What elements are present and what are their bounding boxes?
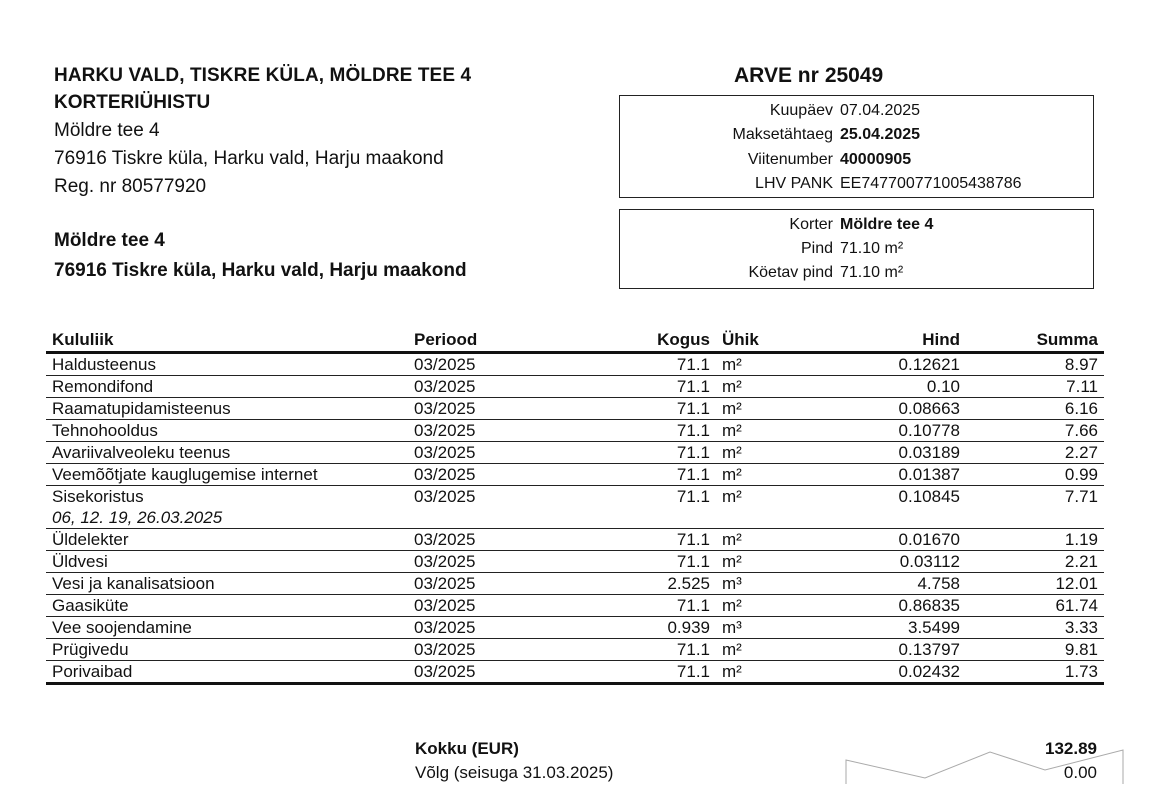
cell-summa: 7.66 (966, 420, 1104, 442)
empty-cell (786, 507, 966, 529)
cell-hind: 0.13797 (786, 639, 966, 661)
recipient-street: Möldre tee 4 (54, 230, 165, 251)
apartment-value: Möldre tee 4 (840, 216, 934, 233)
total-value: 132.89 (1045, 739, 1097, 758)
cell-uhik: m² (716, 639, 786, 661)
cell-kululiik: Vesi ja kanalisatsioon (46, 573, 408, 595)
cell-hind: 0.03189 (786, 442, 966, 464)
cell-kululiik: Raamatupidamisteenus (46, 398, 408, 420)
cleaning-dates-note: 06, 12. 19, 26.03.2025 (46, 507, 408, 529)
cell-hind: 0.10778 (786, 420, 966, 442)
cell-kogus: 71.1 (676, 487, 710, 506)
cell-summa: 3.33 (966, 617, 1104, 639)
table-row (46, 573, 1104, 595)
empty-cell (716, 507, 786, 529)
recipient-city: 76916 Tiskre küla, Harku vald, Harju maakond (54, 260, 467, 281)
cell-uhik: m² (716, 464, 786, 486)
cell-summa: 8.97 (966, 353, 1104, 376)
table-header-row (46, 329, 1104, 353)
table-row (46, 486, 1104, 508)
cell-kululiik: Sisekoristus (52, 487, 144, 506)
cell-summa: 6.16 (966, 398, 1104, 420)
cell-kululiik: Üldvesi (46, 551, 408, 573)
cell-periood: 03/2025 (408, 573, 578, 595)
detail-value: EE747700771005438786 (840, 175, 1022, 192)
empty-cell (578, 507, 716, 529)
cell-kululiik: Avariivalveoleku teenus (46, 442, 408, 464)
invoice-number: 25049 (824, 64, 884, 87)
cell-periood: 03/2025 (414, 487, 476, 506)
cell-uhik: m² (716, 442, 786, 464)
issuer-street: Möldre tee 4 (54, 120, 160, 141)
cell-summa: 9.81 (966, 639, 1104, 661)
cell-hind: 3.5499 (786, 617, 966, 639)
debt-value: 0.00 (1063, 763, 1097, 782)
apartment-label: Pind (800, 240, 833, 257)
table-row (46, 529, 1104, 551)
cell-periood: 03/2025 (408, 595, 578, 617)
table-row (46, 442, 1104, 464)
cell-summa: 2.27 (966, 442, 1104, 464)
cell-hind: 0.02432 (786, 661, 966, 684)
invoice-details-box (619, 95, 1094, 198)
cell-kululiik: Veemõõtjate kauglugemise internet (46, 464, 408, 486)
cell-uhik: m² (722, 487, 742, 506)
cell-kogus: 71.1 (578, 442, 716, 464)
detail-value: 40000905 (840, 151, 912, 168)
cell-periood: 03/2025 (408, 353, 578, 376)
cell-summa: 7.71 (1064, 487, 1098, 506)
cell-uhik: m² (716, 353, 786, 376)
cell-kogus: 71.1 (578, 398, 716, 420)
apartment-label: Korter (789, 216, 833, 233)
cell-kululiik: Üldelekter (46, 529, 408, 551)
envelope-decoration (845, 748, 1125, 785)
table-row (46, 398, 1104, 420)
cell-uhik: m² (716, 661, 786, 684)
cell-kogus: 71.1 (578, 464, 716, 486)
detail-label: Viitenumber (747, 151, 833, 168)
table-row (46, 376, 1104, 398)
cell-kogus: 71.1 (578, 595, 716, 617)
table-row (46, 661, 1104, 684)
cell-kululiik: Tehnohooldus (46, 420, 408, 442)
cell-summa: 61.74 (966, 595, 1104, 617)
cell-uhik: m² (716, 551, 786, 573)
cell-kululiik: Haldusteenus (46, 353, 408, 376)
cell-kululiik: Vee soojendamine (46, 617, 408, 639)
cell-kogus: 2.525 (578, 573, 716, 595)
apartment-value: 71.10 m² (840, 240, 904, 257)
header-uhik: Ühik (716, 329, 786, 353)
empty-cell (408, 507, 578, 529)
cell-summa: 12.01 (966, 573, 1104, 595)
cell-hind: 0.01387 (786, 464, 966, 486)
header-summa: Summa (966, 329, 1104, 353)
header-kululiik: Kululiik (46, 329, 408, 353)
cell-kululiik: Porivaibad (46, 661, 408, 684)
invoice-title-label: ARVE nr (734, 64, 819, 87)
cell-periood: 03/2025 (408, 376, 578, 398)
cell-uhik: m³ (716, 617, 786, 639)
total-label: Kokku (EUR) (415, 739, 519, 758)
table-row (46, 617, 1104, 639)
cell-kululiik: Prügivedu (46, 639, 408, 661)
cell-hind: 0.01670 (786, 529, 966, 551)
cell-kogus: 71.1 (578, 353, 716, 376)
cell-periood: 03/2025 (408, 420, 578, 442)
cell-hind: 0.12621 (786, 353, 966, 376)
header-hind: Hind (786, 329, 966, 353)
cell-hind: 0.08663 (786, 398, 966, 420)
cell-periood: 03/2025 (408, 398, 578, 420)
cell-kogus: 71.1 (578, 551, 716, 573)
cell-kululiik: Remondifond (46, 376, 408, 398)
detail-label: Maksetähtaeg (732, 126, 833, 143)
table-row (46, 353, 1104, 376)
cell-hind: 0.10 (786, 376, 966, 398)
cell-summa: 0.99 (966, 464, 1104, 486)
cell-kogus: 71.1 (578, 376, 716, 398)
cell-periood: 03/2025 (408, 617, 578, 639)
cell-kogus: 71.1 (578, 661, 716, 684)
detail-value: 07.04.2025 (840, 102, 921, 119)
issuer-organization: KORTERIÜHISTU (54, 92, 211, 113)
table-row (46, 551, 1104, 573)
cell-periood: 03/2025 (408, 661, 578, 684)
cell-periood: 03/2025 (408, 442, 578, 464)
table-row (46, 464, 1104, 486)
cell-summa: 1.73 (966, 661, 1104, 684)
detail-label: LHV PANK (755, 175, 833, 192)
header-kogus: Kogus (578, 329, 716, 353)
cell-kululiik: Gaasiküte (46, 595, 408, 617)
issuer-reg-number: Reg. nr 80577920 (54, 176, 207, 197)
cell-kogus: 71.1 (578, 420, 716, 442)
apartment-details-box (619, 209, 1094, 289)
table-row (46, 595, 1104, 617)
apartment-label: Köetav pind (748, 264, 833, 281)
cell-uhik: m² (716, 376, 786, 398)
cell-kogus: 0.939 (578, 617, 716, 639)
cell-uhik: m² (716, 595, 786, 617)
cell-summa: 2.21 (966, 551, 1104, 573)
issuer-name: HARKU VALD, TISKRE KÜLA, MÖLDRE TEE 4 (54, 65, 472, 86)
invoice-items-table (46, 329, 1104, 685)
cell-hind: 0.10845 (898, 487, 960, 506)
cell-periood: 03/2025 (408, 529, 578, 551)
cell-uhik: m² (716, 398, 786, 420)
cell-uhik: m² (716, 529, 786, 551)
cell-periood: 03/2025 (408, 639, 578, 661)
cell-periood: 03/2025 (408, 551, 578, 573)
empty-cell (966, 507, 1104, 529)
detail-label: Kuupäev (769, 102, 833, 119)
cell-hind: 0.86835 (786, 595, 966, 617)
table-row-note (46, 507, 1104, 529)
table-row (46, 420, 1104, 442)
cell-periood: 03/2025 (408, 464, 578, 486)
detail-value: 25.04.2025 (840, 126, 921, 143)
cell-uhik: m² (716, 420, 786, 442)
cell-kogus: 71.1 (578, 639, 716, 661)
cell-summa: 1.19 (966, 529, 1104, 551)
debt-label: Võlg (seisuga 31.03.2025) (415, 763, 614, 782)
cell-summa: 7.11 (966, 376, 1104, 398)
table-row (46, 639, 1104, 661)
header-periood: Periood (408, 329, 578, 353)
issuer-city: 76916 Tiskre küla, Harku vald, Harju maakond (54, 148, 444, 169)
invoice-title (734, 62, 883, 90)
cell-kogus: 71.1 (578, 529, 716, 551)
apartment-value: 71.10 m² (840, 264, 904, 281)
cell-hind: 0.03112 (786, 551, 966, 573)
cell-hind: 4.758 (786, 573, 966, 595)
cell-uhik: m³ (716, 573, 786, 595)
